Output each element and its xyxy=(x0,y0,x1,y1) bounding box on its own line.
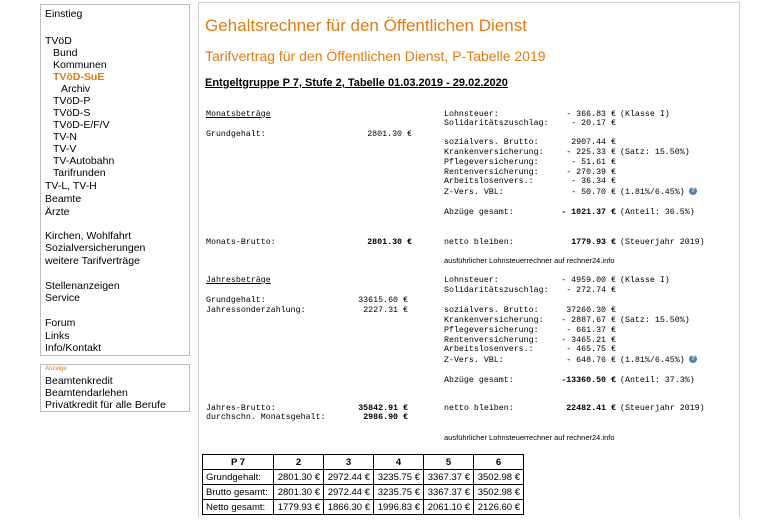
yearly-sv-brutto-value: 37260.30 € xyxy=(566,306,616,315)
yearly-kv-note: (Satz: 15.50%) xyxy=(620,316,690,325)
content-top-border xyxy=(198,2,740,3)
yearly-sonderzahlung-value: 2227.31 € xyxy=(363,306,408,315)
yearly-vbl-help-icon[interactable]: ? xyxy=(690,355,696,362)
table-header-cell[interactable]: 3 xyxy=(324,455,374,470)
table-header-cell: P 7 xyxy=(203,455,274,470)
monthly-rv-value: - 270.39 € xyxy=(566,168,616,177)
yearly-netto-value: 22482.41 € xyxy=(566,404,616,413)
monthly-pv-value: - 51.61 € xyxy=(571,158,616,167)
monthly-netto-value: 1779.93 € xyxy=(571,238,616,247)
monthly-lohnsteuer-value: - 366.83 € xyxy=(566,110,616,119)
yearly-sv-brutto-label: sozialvers. Brutto: xyxy=(444,306,539,315)
monthly-kv-note: (Satz: 15.50%) xyxy=(620,148,690,157)
monthly-brutto-label: Monats-Brutto: xyxy=(206,238,276,247)
nav-info-kontakt[interactable]: Info/Kontakt xyxy=(45,342,102,354)
monthly-abzuege-label: Abzüge gesamt: xyxy=(444,208,514,217)
content-left-border xyxy=(198,2,199,518)
yearly-vbl-value: - 648.76 € xyxy=(566,356,616,365)
nav-tv-v[interactable]: TV-V xyxy=(53,143,77,155)
yearly-alv-value: - 465.75 € xyxy=(566,345,616,354)
monthly-sv-brutto-label: sozialvers. Brutto: xyxy=(444,138,539,147)
yearly-brutto-value: 35842.91 € xyxy=(358,404,408,413)
yearly-soli-label: Solidaritätszuschlag: xyxy=(444,286,549,295)
yearly-netto-label: netto bleiben: xyxy=(444,404,514,413)
sidebar-nav xyxy=(40,4,190,356)
yearly-abzuege-value: -13360.50 € xyxy=(561,376,616,385)
page-subtitle: Tarifvertrag für den Öffentlichen Dienst, P-Tabelle 2019 xyxy=(205,48,546,64)
nav-tv-autobahn[interactable]: TV-Autobahn xyxy=(53,155,115,167)
table-cell: 2972.44 € xyxy=(324,470,374,485)
table-row xyxy=(203,500,524,515)
yearly-pv-label: Pflegeversicherung: xyxy=(444,326,539,335)
yearly-vbl-label: Z-Vers. VBL: xyxy=(444,356,504,365)
monthly-pv-label: Pflegeversicherung: xyxy=(444,158,539,167)
nav-forum[interactable]: Forum xyxy=(45,317,76,329)
nav-tvoed-sue[interactable]: TVöD-SuE xyxy=(53,71,105,83)
nav-tarifrunden[interactable]: Tarifrunden xyxy=(53,167,106,179)
yearly-rv-value: - 3465.21 € xyxy=(561,336,616,345)
yearly-grundgehalt-value: 33615.60 € xyxy=(358,296,408,305)
yearly-lohnsteuerrechner-link[interactable]: ausführlicher Lohnsteuerrechner auf rechner24.info xyxy=(444,433,615,442)
nav-einstieg[interactable]: Einstieg xyxy=(45,8,83,20)
monthly-vbl-value: - 50.70 € xyxy=(571,188,616,197)
ad-link-privatkredit[interactable]: Privatkredit für alle Berufe xyxy=(45,399,166,411)
table-cell: 3502.98 € xyxy=(474,485,524,500)
table-header-row xyxy=(203,455,524,470)
table-header-cell[interactable]: 5 xyxy=(424,455,474,470)
yearly-grundgehalt-label: Grundgehalt: xyxy=(206,296,266,305)
yearly-vbl-note: (1.81%/6.45%) xyxy=(620,356,685,365)
nav-sozialversicherungen[interactable]: Sozialversicherungen xyxy=(45,242,146,254)
table-row-label: Grundgehalt: xyxy=(203,470,274,485)
table-cell: 2126.60 € xyxy=(474,500,524,515)
table-cell: 1779.93 € xyxy=(274,500,324,515)
table-cell: 3235.75 € xyxy=(374,485,424,500)
yearly-netto-note: (Steuerjahr 2019) xyxy=(620,404,705,413)
nav-beamte[interactable]: Beamte xyxy=(45,193,82,205)
yearly-kv-label: Krankenversicherung: xyxy=(444,316,544,325)
monthly-alv-value: - 36.34 € xyxy=(571,177,616,186)
monthly-grundgehalt-label: Grundgehalt: xyxy=(206,130,266,139)
table-cell: 3367.37 € xyxy=(424,485,474,500)
ad-link-beamtenkredit[interactable]: Beamtenkredit xyxy=(45,375,113,387)
nav-weitere-tarifvertraege[interactable]: weitere Tarifverträge xyxy=(45,255,140,267)
table-row-label: Brutto gesamt: xyxy=(203,485,274,500)
table-cell: 3502.98 € xyxy=(474,470,524,485)
table-row-label: Netto gesamt: xyxy=(203,500,274,515)
ad-box xyxy=(40,364,190,412)
nav-tv-l-tv-h[interactable]: TV-L, TV-H xyxy=(45,180,97,192)
yearly-avg-value: 2986.90 € xyxy=(363,413,408,422)
yearly-abzuege-label: Abzüge gesamt: xyxy=(444,376,514,385)
table-header-cell[interactable]: 4 xyxy=(374,455,424,470)
page-title: Gehaltsrechner für den Öffentlichen Dienst xyxy=(205,16,527,35)
monthly-soli-value: - 20.17 € xyxy=(571,119,616,128)
yearly-lohnsteuer-note: (Klasse I) xyxy=(620,276,670,285)
monthly-lohnsteuer-note: (Klasse I) xyxy=(620,110,670,119)
monthly-vbl-help-icon[interactable]: ? xyxy=(690,187,696,194)
step-comparison-table xyxy=(202,454,524,515)
table-cell: 3235.75 € xyxy=(374,470,424,485)
yearly-lohnsteuer-label: Lohnsteuer: xyxy=(444,276,499,285)
monthly-sv-brutto-value: 2907.44 € xyxy=(571,138,616,147)
ad-link-beamtendarlehen[interactable]: Beamtendarlehen xyxy=(45,387,128,399)
nav-kirchen-wohlfahrt[interactable]: Kirchen, Wohlfahrt xyxy=(45,230,132,242)
monthly-lohnsteuer-label: Lohnsteuer: xyxy=(444,110,499,119)
table-cell: 1866.30 € xyxy=(324,500,374,515)
table-cell: 2061.10 € xyxy=(424,500,474,515)
nav-tvoed[interactable]: TVöD xyxy=(45,35,72,47)
nav-tvoed-efv[interactable]: TVöD-E/F/V xyxy=(53,119,110,131)
nav-archiv[interactable]: Archiv xyxy=(61,83,91,95)
yearly-pv-value: - 661.37 € xyxy=(566,326,616,335)
yearly-lohnsteuer-value: - 4959.00 € xyxy=(561,276,616,285)
yearly-avg-label: durchschn. Monatsgehalt: xyxy=(206,413,326,422)
content-right-border xyxy=(739,2,740,518)
table-row xyxy=(203,470,524,485)
table-cell: 1996.83 € xyxy=(374,500,424,515)
monthly-soli-label: Solidaritätszuschlag: xyxy=(444,119,549,128)
nav-tvoed-p[interactable]: TVöD-P xyxy=(53,95,91,107)
yearly-soli-value: - 272.74 € xyxy=(566,286,616,295)
monthly-vbl-note: (1.81%/6.45%) xyxy=(620,188,685,197)
monthly-vbl-label: Z-Vers. VBL: xyxy=(444,188,504,197)
monthly-abzuege-value: - 1021.37 € xyxy=(561,208,616,217)
nav-stellenanzeigen[interactable]: Stellenanzeigen xyxy=(45,280,120,292)
nav-aerzte[interactable]: Ärzte xyxy=(45,206,70,218)
nav-service[interactable]: Service xyxy=(45,292,81,304)
yearly-brutto-label: Jahres-Brutto: xyxy=(206,404,276,413)
table-cell: 2972.44 € xyxy=(324,485,374,500)
monthly-alv-label: Arbeitslosenvers.: xyxy=(444,177,534,186)
nav-tv-n[interactable]: TV-N xyxy=(53,131,77,143)
monthly-rv-label: Rentenversicherung: xyxy=(444,168,539,177)
monthly-netto-note: (Steuerjahr 2019) xyxy=(620,238,705,247)
pay-group-heading: Entgeltgruppe P 7, Stufe 2, Tabelle 01.03.2019 - 29.02.2020 xyxy=(205,77,508,89)
nav-tvoed-s[interactable]: TVöD-S xyxy=(53,107,91,119)
nav-bund[interactable]: Bund xyxy=(53,47,78,59)
table-row xyxy=(203,485,524,500)
yearly-abzuege-note: (Anteil: 37.3%) xyxy=(620,376,695,385)
table-cell: 2801.30 € xyxy=(274,470,324,485)
nav-links[interactable]: Links xyxy=(45,330,70,342)
monthly-kv-value: - 225.33 € xyxy=(566,148,616,157)
table-header-cell[interactable]: 2 xyxy=(274,455,324,470)
nav-kommunen[interactable]: Kommunen xyxy=(53,59,107,71)
monthly-grundgehalt-value: 2801.30 € xyxy=(367,130,412,139)
yearly-heading: Jahresbeträge xyxy=(206,276,271,285)
monthly-lohnsteuerrechner-link[interactable]: ausführlicher Lohnsteuerrechner auf rechner24.info xyxy=(444,256,615,265)
table-cell: 3367.37 € xyxy=(424,470,474,485)
yearly-kv-value: - 2887.67 € xyxy=(561,316,616,325)
yearly-alv-label: Arbeitslosenvers.: xyxy=(444,345,534,354)
monthly-brutto-value: 2801.30 € xyxy=(367,238,412,247)
table-cell: 2801.30 € xyxy=(274,485,324,500)
yearly-rv-label: Rentenversicherung: xyxy=(444,336,539,345)
yearly-sonderzahlung-label: Jahressonderzahlung: xyxy=(206,306,306,315)
monthly-abzuege-note: (Anteil: 36.5%) xyxy=(620,208,695,217)
monthly-heading: Monatsbeträge xyxy=(206,110,271,119)
monthly-kv-label: Krankenversicherung: xyxy=(444,148,544,157)
ad-label: Anzeige xyxy=(45,366,67,372)
table-header-cell[interactable]: 6 xyxy=(474,455,524,470)
monthly-netto-label: netto bleiben: xyxy=(444,238,514,247)
